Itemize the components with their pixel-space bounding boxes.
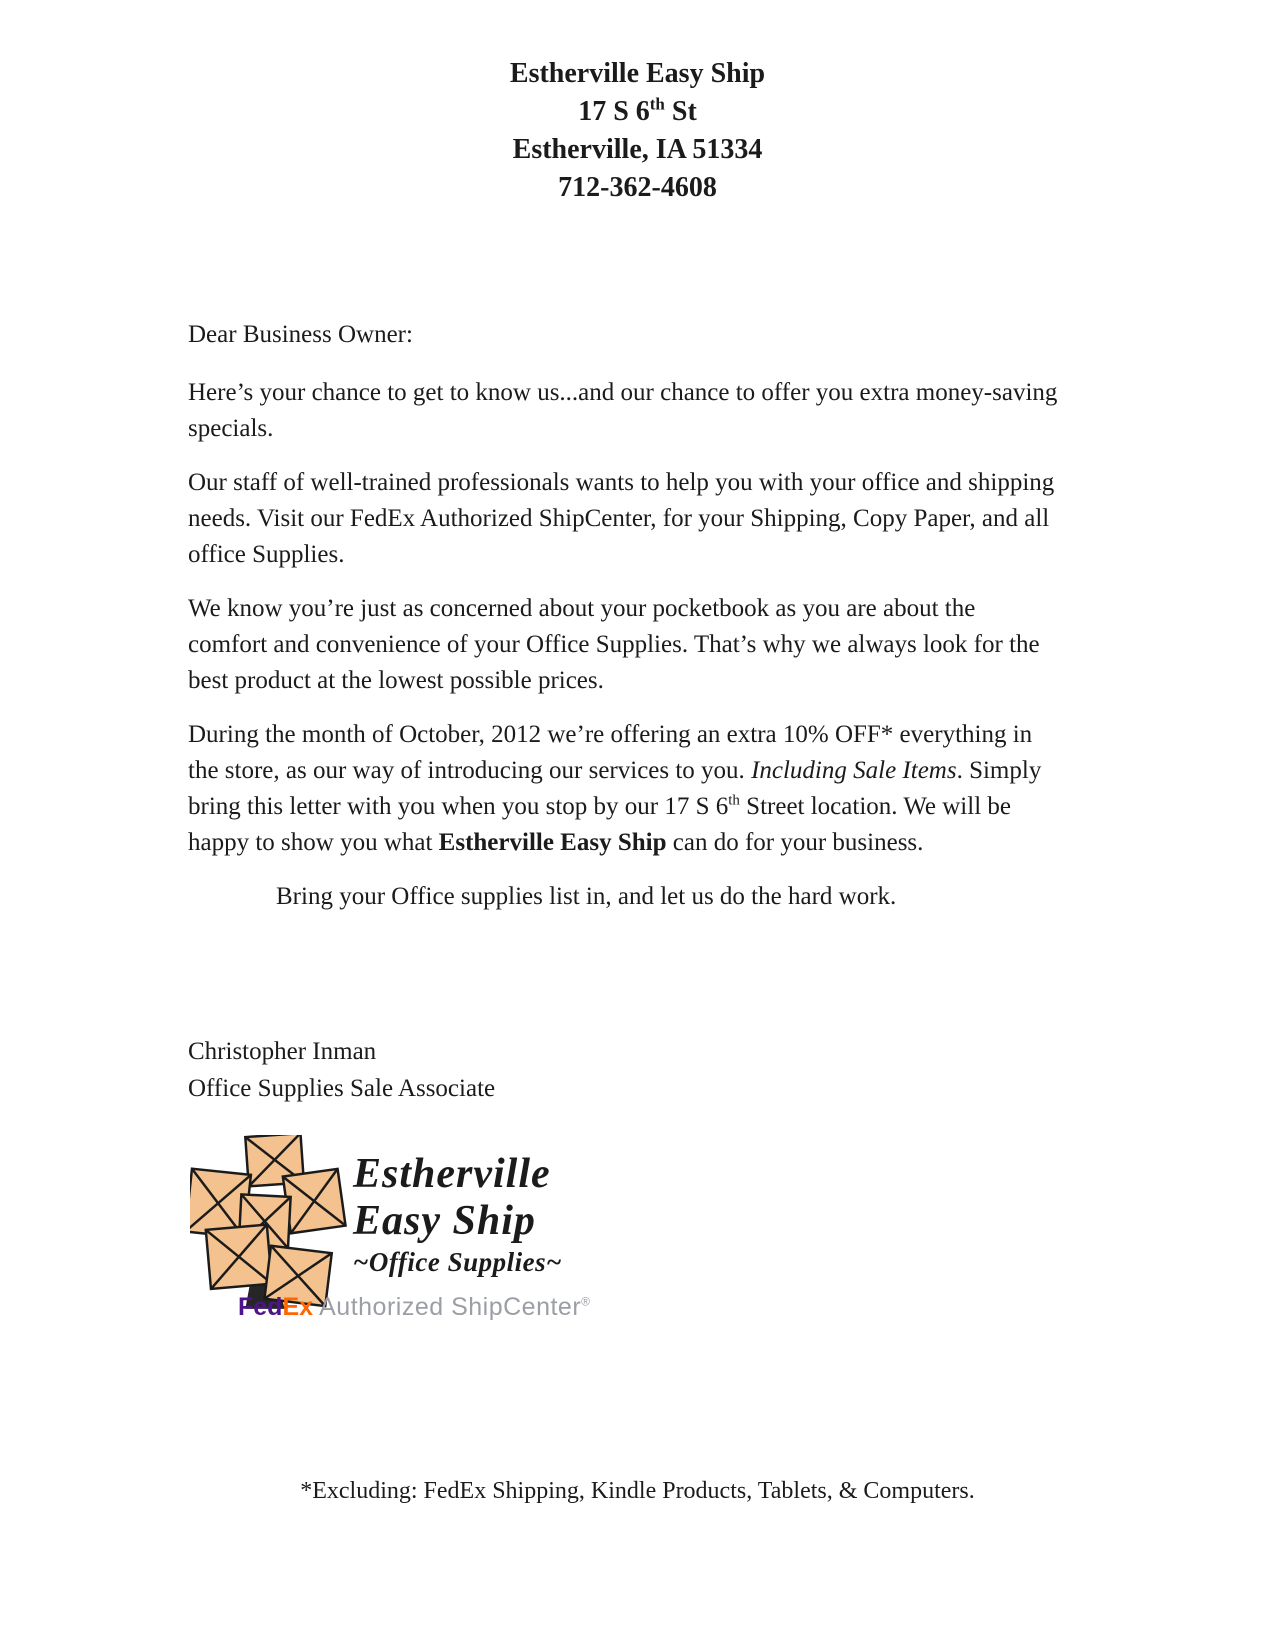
fedex-wordmark-ex: Ex (282, 1293, 314, 1321)
packages-icon (190, 1135, 348, 1313)
offer-italic-phrase: Including Sale Items (751, 757, 957, 784)
letterhead-phone: 712-362-4608 (558, 172, 717, 203)
signature-block (188, 1033, 1060, 1107)
letterhead-company: Estherville Easy Ship (509, 58, 766, 89)
logo-company-line1: Estherville (353, 1151, 551, 1197)
paragraph-intro: Here’s your chance to get to know us...and our chance to offer you extra money-saving specials. (188, 379, 1058, 442)
company-logo (190, 1135, 650, 1330)
logo-company-line2: Easy Ship (353, 1198, 536, 1244)
letterhead-city-state-zip: Estherville, IA 51334 (512, 134, 763, 165)
paragraph-offer: During the month of October, 2012 we’re offering an extra 10% OFF* everything in the store, as our way of introducing our services to you. Including Sale Items. Simply bring this letter with you when you stop by our 17 S 6th Street location. We will be happy to show you what Estherville Easy Ship can do for your business. (188, 721, 1042, 856)
salutation: Dear Business Owner: (188, 321, 413, 348)
signature-name: Christopher Inman (188, 1038, 377, 1065)
fedex-authorized-shipcenter (238, 1293, 590, 1322)
fedex-wordmark-fed: Fed (238, 1293, 283, 1321)
callout-line: Bring your Office supplies list in, and let us do the hard work. (276, 883, 897, 910)
letter-body (188, 317, 1060, 1107)
signature-title: Office Supplies Sale Associate (188, 1075, 496, 1102)
paragraph-pocketbook: We know you’re just as concerned about your pocketbook as you are about the comfort and convenience of your Office Supplies. That’s why we always look for the best product at the lowest possible prices. (188, 595, 1040, 694)
fedex-authorized-text: Authorized ShipCenter (313, 1293, 582, 1321)
offer-bold-company: Estherville Easy Ship (438, 829, 667, 856)
letterhead-address: 17 S 6th St (578, 94, 697, 127)
registered-mark: ® (581, 1294, 590, 1309)
logo-text (353, 1151, 562, 1279)
letterhead (0, 0, 1275, 207)
logo-office-supplies: ~Office Supplies~ (353, 1247, 563, 1277)
exclusions-footnote: *Excluding: FedEx Shipping, Kindle Products, Tablets, & Computers. (300, 1478, 975, 1504)
paragraph-staff: Our staff of well-trained professionals wants to help you with your office and shipping needs. Visit our FedEx Authorized ShipCenter, for your Shipping, Copy Paper, and all office Supplies. (188, 469, 1055, 568)
